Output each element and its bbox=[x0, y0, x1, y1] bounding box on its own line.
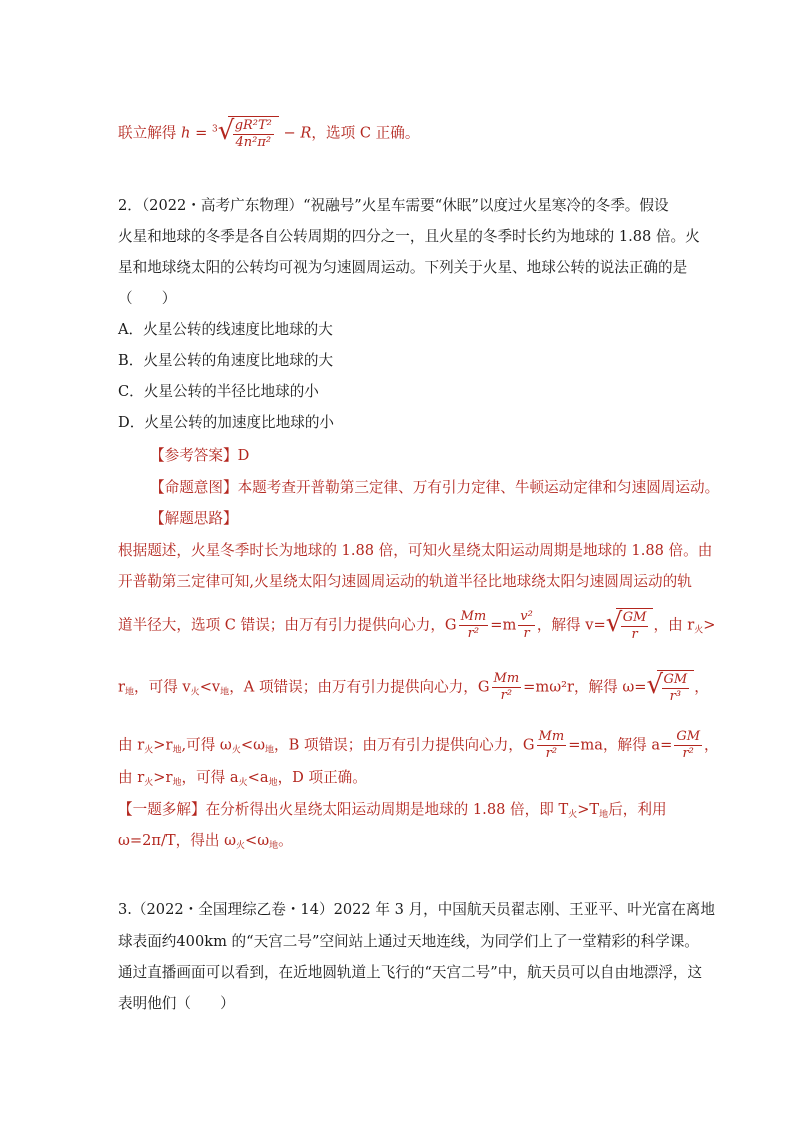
q2-stem-line-2: 火星和地球的冬季是各自公转周期的四分之一，且火星的冬季时长约为地球的 1.88 倍。火 bbox=[118, 228, 700, 245]
text-seg: >T bbox=[577, 801, 600, 818]
text-seg: ，可得 v bbox=[134, 678, 191, 696]
text-seg: ，由 r bbox=[653, 616, 695, 634]
q2-explain-line-5 bbox=[118, 729, 719, 762]
fraction-mm-r2 bbox=[492, 671, 522, 704]
text-seg: > bbox=[703, 616, 716, 634]
q2-option-b: B．火星公转的角速度比地球的大 bbox=[118, 352, 334, 369]
q1-conclusion-line bbox=[118, 116, 419, 151]
text-seg: =ma，解得 a= bbox=[568, 736, 673, 754]
q2-multi-line-2 bbox=[118, 831, 293, 856]
q1-prefix: 联立解得 bbox=[118, 124, 177, 142]
q1-formula-lhs: h = bbox=[181, 124, 208, 142]
q1-suffix: ，选项 C 正确。 bbox=[311, 124, 420, 142]
q1-cube-root: √ $\frac{\text{gR²T²}}{\text{4n²π²}}$ bbox=[218, 116, 279, 151]
text-seg: ，解得 v= bbox=[536, 616, 606, 634]
q2-stem-line-3: 星和地球绕太阳的公转均可视为匀速圆周运动。下列关于火星、地球公转的说法正确的是 bbox=[118, 259, 688, 276]
text-seg: >r bbox=[153, 769, 173, 786]
frac-den: r³ bbox=[669, 689, 682, 704]
subscript: 火 bbox=[190, 687, 200, 698]
text-seg: 由 r bbox=[118, 769, 145, 786]
q2-explain-line-2: 开普勒第三定律可知,火星绕太阳匀速圆周运动的轨道半径比地球绕太阳匀速圆周运动的轨 bbox=[118, 573, 692, 590]
subscript: 火 bbox=[238, 778, 248, 788]
text-seg: ， bbox=[704, 736, 719, 754]
text-seg: =mω²r，解得 ω= bbox=[523, 678, 647, 696]
q1-minus-r: − R bbox=[283, 124, 312, 142]
text-seg: <v bbox=[199, 678, 221, 696]
text-seg: <ω bbox=[240, 736, 265, 754]
q2-option-d: D．火星公转的加速度比地球的小 bbox=[118, 414, 335, 431]
subscript: 地 bbox=[265, 745, 275, 756]
subscript: 火 bbox=[235, 841, 245, 851]
fraction-mm-r2 bbox=[459, 609, 489, 642]
frac-num: Mm bbox=[493, 671, 520, 686]
frac-den: r² bbox=[467, 626, 480, 641]
q2-thought-title: 【解题思路】 bbox=[150, 510, 238, 527]
text-seg: 由 r bbox=[118, 736, 145, 754]
text-seg: 【一题多解】在分析得出火星绕太阳运动周期是地球的 1.88 倍，即 T bbox=[118, 801, 569, 818]
fraction-v2-r bbox=[518, 609, 535, 642]
subscript: 火 bbox=[144, 778, 154, 788]
frac-den: r² bbox=[500, 688, 513, 703]
q2-stem-line-4: （ ） bbox=[118, 290, 177, 307]
subscript: 地 bbox=[124, 687, 134, 698]
q2-explain-line-1: 根据题述，火星冬季时长为地球的 1.88 倍，可知火星绕太阳运动周期是地球的 1.88 倍。由 bbox=[118, 542, 713, 559]
fraction-gm-r2 bbox=[674, 729, 702, 762]
frac-num: GM bbox=[622, 610, 647, 625]
subscript: 火 bbox=[231, 745, 241, 756]
q2-option-c: C．火星公转的半径比地球的小 bbox=[118, 383, 319, 400]
q3-stem-line-3: 通过直播画面可以看到，在近地圆轨道上飞行的“天宫二号”中，航天员可以自由地漂浮，这 bbox=[118, 964, 703, 981]
frac-den: r bbox=[523, 626, 530, 641]
subscript: 火 bbox=[144, 745, 154, 756]
q1-root-numerator: gR²T² bbox=[234, 118, 272, 133]
q2-stem-line-1: 2．（2022・高考广东物理）“祝融号”火星车需要“休眠”以度过火星寒冷的冬季。假设 bbox=[118, 197, 669, 214]
frac-num: Mm bbox=[538, 729, 565, 744]
q3-stem-line-1: 3.（2022・全国理综乙卷・14）2022 年 3 月，中国航天员翟志刚、王亚平、叶光富在离地 bbox=[118, 901, 715, 918]
text-seg: 道半径大，选项 C 错误；由万有引力提供向心力，G bbox=[118, 616, 457, 634]
text-seg: ，B 项错误；由万有引力提供向心力，G bbox=[274, 736, 535, 754]
q3-stem-line-4: 表明他们（ ） bbox=[118, 995, 235, 1012]
subscript: 地 bbox=[269, 841, 279, 851]
subscript: 火 bbox=[694, 625, 704, 636]
frac-num: GM bbox=[676, 729, 701, 744]
text-seg: r bbox=[118, 678, 125, 696]
sqrt-gm-r3: √ $\frac{GM}{\text{r³}}$ bbox=[647, 670, 695, 705]
text-seg: ，D 项正确。 bbox=[277, 769, 367, 786]
q2-multi-line-1 bbox=[118, 800, 667, 825]
subscript: 地 bbox=[220, 687, 230, 698]
frac-num: Mm bbox=[460, 609, 487, 624]
text-seg: ω=2π/T，得出 ω bbox=[118, 832, 236, 849]
q2-explain-line-6 bbox=[118, 768, 367, 793]
text-seg: ， bbox=[694, 678, 709, 696]
frac-den: r bbox=[631, 627, 638, 642]
q2-answer: 【参考答案】D bbox=[150, 447, 250, 464]
frac-den: r² bbox=[682, 746, 694, 761]
frac-num: GM bbox=[663, 672, 688, 687]
sqrt-gm-r: √ $\frac{GM}{r}$ bbox=[606, 608, 654, 643]
subscript: 地 bbox=[599, 810, 609, 820]
q2-intent: 【命题意图】本题考查开普勒第三定律、万有引力定律、牛顿运动定律和匀速圆周运动。 bbox=[150, 479, 720, 496]
subscript: 火 bbox=[568, 810, 578, 820]
text-seg: <a bbox=[247, 769, 269, 786]
text-seg: ，A 项错误；由万有引力提供向心力，G bbox=[229, 678, 490, 696]
text-seg: ,可得 ω bbox=[181, 736, 232, 754]
subscript: 地 bbox=[172, 745, 182, 756]
frac-den: r² bbox=[545, 746, 558, 761]
text-seg: <ω bbox=[245, 832, 270, 849]
subscript: 地 bbox=[268, 778, 278, 788]
q1-root-denominator: 4n²π² bbox=[235, 135, 272, 150]
cube-root-index: 3 bbox=[211, 124, 218, 135]
text-seg: =m bbox=[490, 616, 517, 634]
text-seg: >r bbox=[153, 736, 173, 754]
frac-num: v² bbox=[520, 609, 533, 624]
text-seg: 后，利用 bbox=[608, 801, 667, 818]
text-seg: ，可得 a bbox=[181, 769, 239, 786]
q2-explain-line-4 bbox=[118, 670, 709, 705]
fraction-mm-r2 bbox=[537, 729, 567, 762]
q2-explain-line-3 bbox=[118, 608, 716, 643]
q3-stem-line-2: 球表面约400km 的“天宫二号”空间站上通过天地连线，为同学们上了一堂精彩的科学课。 bbox=[118, 933, 699, 950]
text-seg: 。 bbox=[278, 832, 293, 849]
q2-option-a: A．火星公转的线速度比地球的大 bbox=[118, 321, 333, 338]
subscript: 地 bbox=[172, 778, 182, 788]
